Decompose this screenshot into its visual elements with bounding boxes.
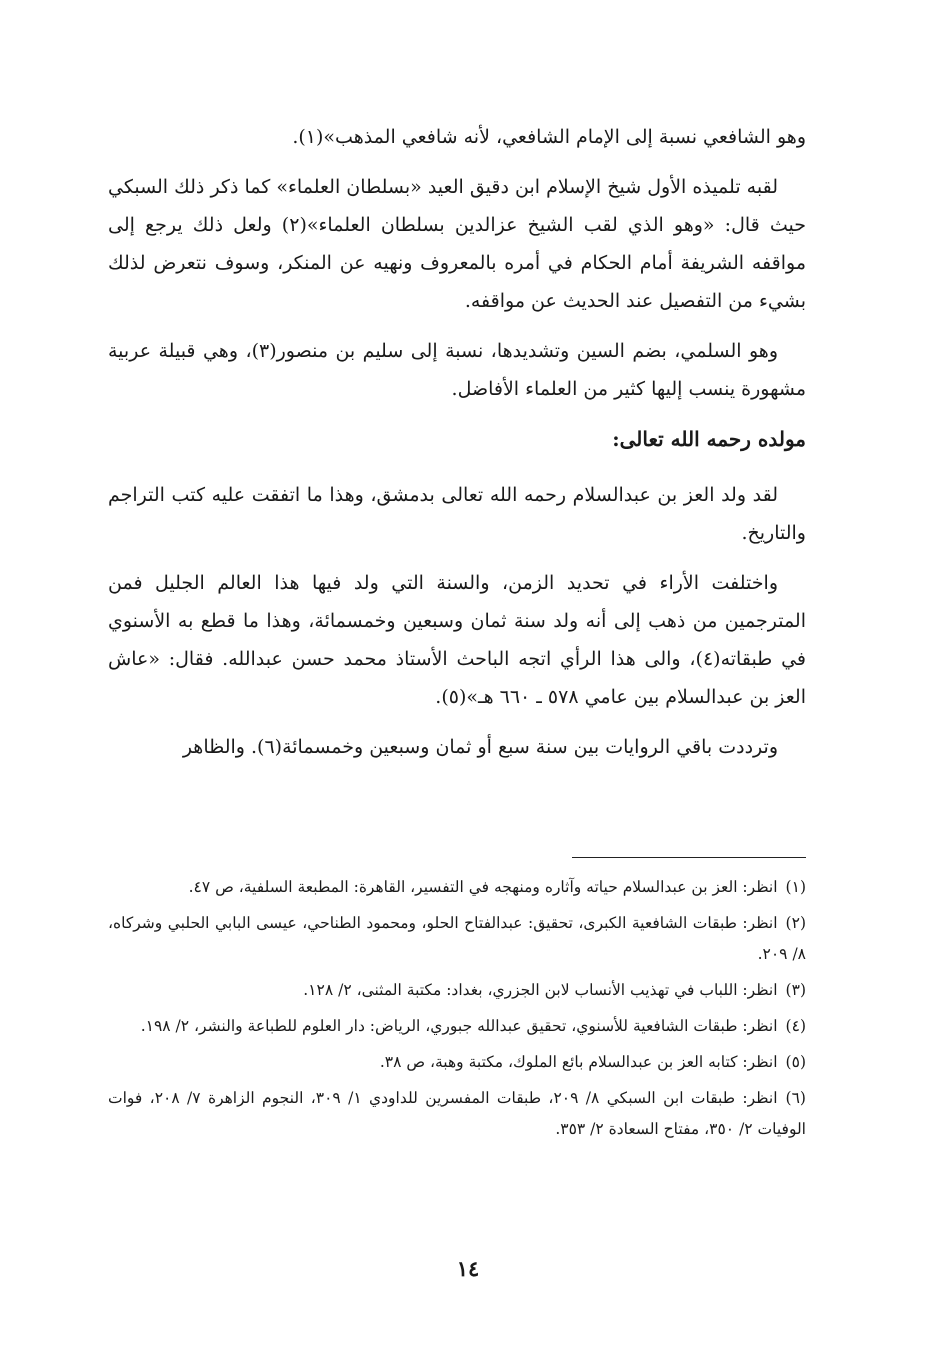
footnote-number: (٣) — [785, 981, 806, 999]
footnote-text: انظر: العز بن عبدالسلام حياته وآثاره ومنهجه في التفسير، القاهرة: المطبعة السلفية، ص ٤٧. — [188, 878, 778, 896]
section-heading-birth: مولده رحمه الله تعالى: — [612, 427, 806, 451]
footnote-number: (٥) — [785, 1053, 806, 1071]
footnote-number: (١) — [785, 878, 806, 896]
footnote-item — [108, 908, 806, 970]
footnote-separator — [572, 857, 806, 858]
footnote-text: انظر: كتابه العز بن عبدالسلام بائع الملوك، مكتبة وهبة، ص ٣٨. — [379, 1053, 778, 1071]
footnote-item — [108, 975, 806, 1006]
page-number: ١٤ — [456, 1256, 480, 1281]
footnote-number: (٤) — [785, 1017, 806, 1035]
footnote-text: انظر: طبقات الشافعية للأسنوي، تحقيق عبدالله جبوري، الرياض: دار العلوم للطباعة والنشر، ٢/ ١٩٨. — [140, 1017, 778, 1035]
paragraph-birthplace: لقد ولد العز بن عبدالسلام رحمه الله تعالى بدمشق، وهذا ما اتفقت عليه كتب التراجم والتاريخ. — [108, 484, 806, 544]
footnote-text: انظر: طبقات الشافعية الكبرى، تحقيق: عبدالفتاح الحلو، ومحمود الطناحي، عيسى البابي الحلبي وشركاه، ٨/ ٢٠٩. — [108, 914, 806, 963]
paragraph-narrations: وترددت باقي الروايات بين سنة سبع أو ثمان وسبعين وخمسمائة(٦). والظاهر — [182, 736, 778, 758]
paragraph-birth-year: واختلفت الأراء في تحديد الزمن، والسنة التي ولد فيها هذا العالم الجليل فمن المترجمين من ذهب إلى أنه ولد سنة ثمان وسبعين وخمسمائة، وهذا ما قطع به الأسنوي في طبقاته(٤)، والى هذا الرأي اتجه الباحث الأستاذ محمد حسن عبدالله. فقال: «عاش العز بن عبدالسلام بين عامي ٥٧٨ ـ ٦٦٠ هـ»(٥). — [108, 572, 806, 708]
footnote-number: (٦) — [785, 1089, 806, 1107]
paragraph-title-sultan: لقبه تلميذه الأول شيخ الإسلام ابن دقيق العيد «بسلطان العلماء» كما ذكر ذلك السبكي حيث قال: «وهو الذي لقب الشيخ عزالدين بسلطان العلماء»(٢) ولعل ذلك يرجع إلى مواقفه الشريفة أمام الحكام في أمره بالمعروف ونهيه عن المنكر، وسوف نتعرض لذلك بشيء من التفصيل عند الحديث عن مواقفه. — [108, 176, 807, 312]
footnote-item — [108, 872, 806, 903]
footnote-text: انظر: اللباب في تهذيب الأنساب لابن الجزري، بغداد: مكتبة المثنى، ٢/ ١٢٨. — [303, 981, 778, 999]
footnotes — [108, 872, 806, 1150]
footnote-item — [108, 1047, 806, 1078]
footnote-item — [108, 1083, 806, 1145]
footnote-number: (٢) — [785, 914, 806, 932]
paragraph-shafii: وهو الشافعي نسبة إلى الإمام الشافعي، لأنه شافعي المذهب»(١). — [292, 126, 806, 148]
main-text — [108, 118, 806, 778]
footnote-item — [108, 1011, 806, 1042]
paragraph-sulami: وهو السلمي، بضم السين وتشديدها، نسبة إلى سليم بن منصور(٣)، وهي قبيلة عربية مشهورة ينسب إليها كثير من العلماء الأفاضل. — [108, 340, 806, 400]
footnote-text: انظر: طبقات ابن السبكي ٨/ ٢٠٩، طبقات المفسرين للداودي ١/ ٣٠٩، النجوم الزاهرة ٧/ ٢٠٨، فوات الوفيات ٢/ ٣٥٠، مفتاح السعادة ٢/ ٣٥٣. — [108, 1089, 806, 1138]
